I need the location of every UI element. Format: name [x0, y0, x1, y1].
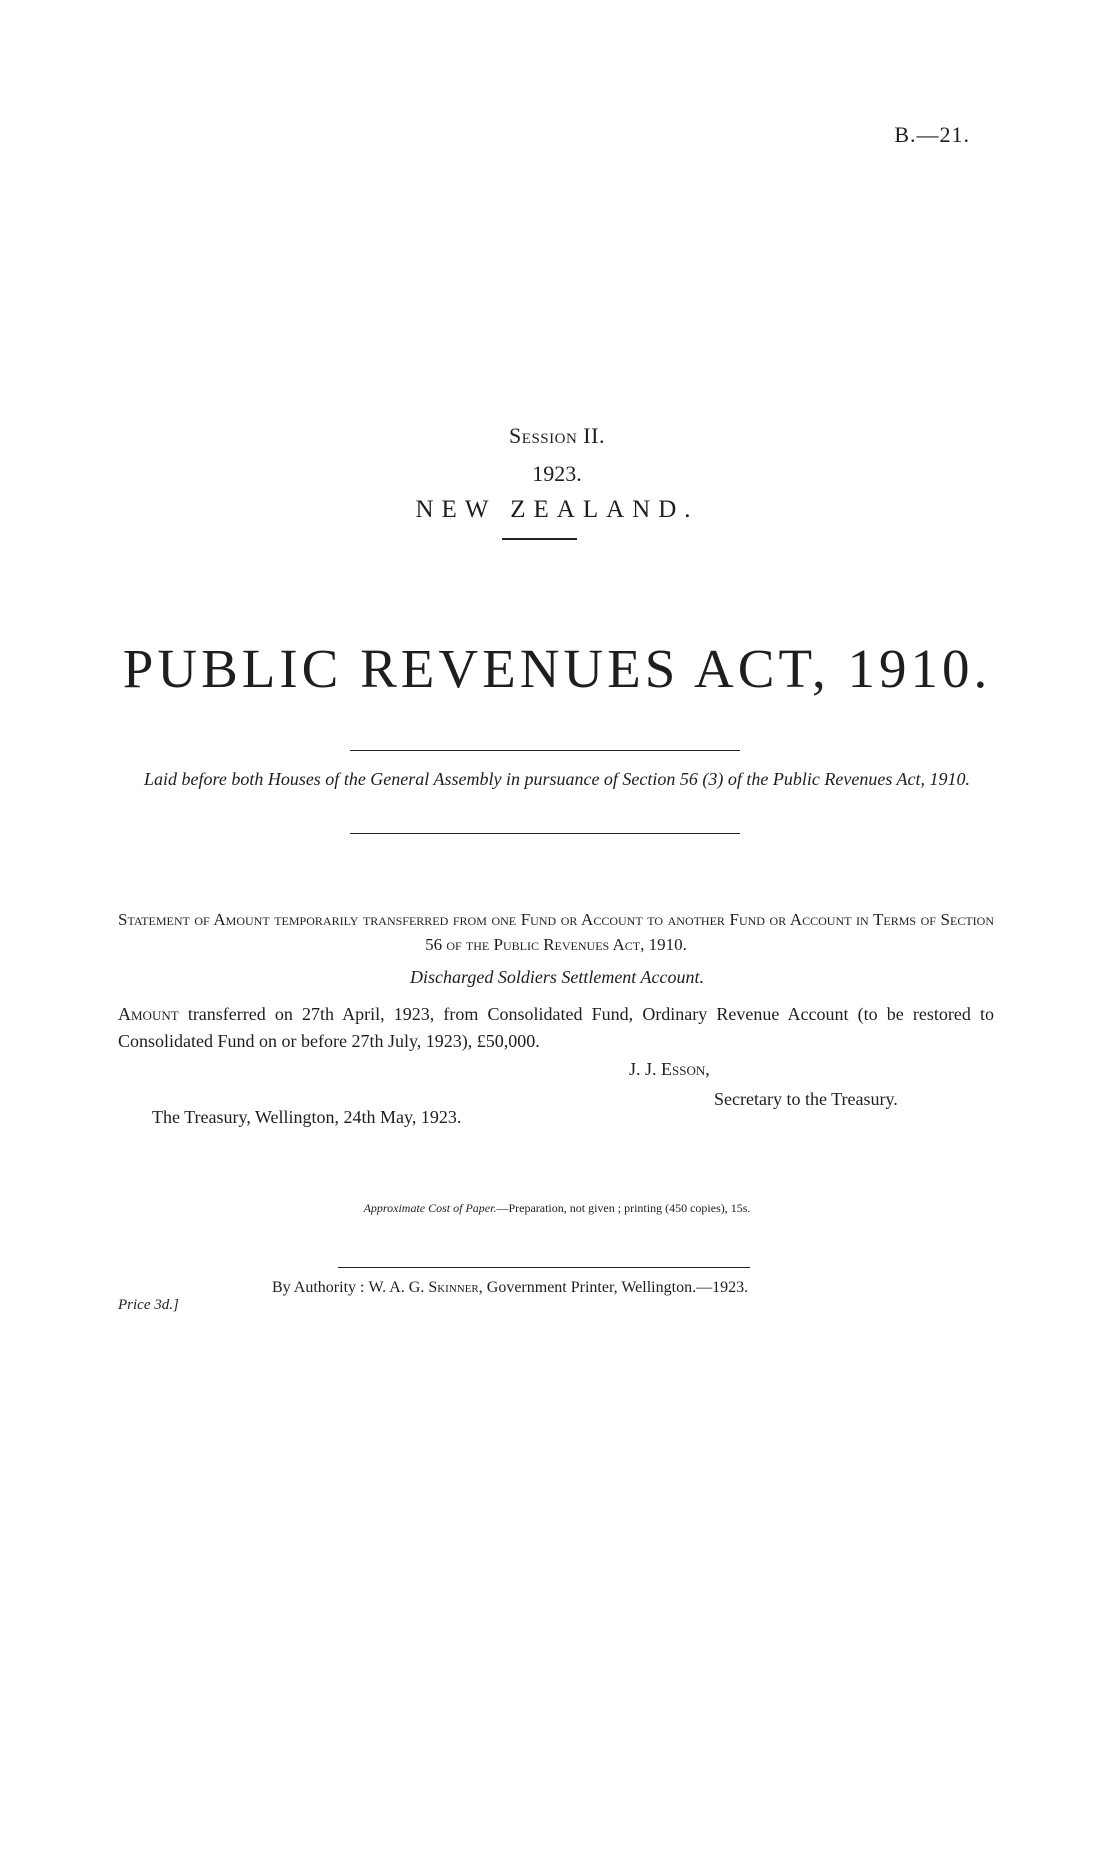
document-reference: B.—21. — [894, 122, 970, 147]
signatory-name-text: J. J. Esson, — [629, 1059, 710, 1079]
imprint-line — [272, 1279, 748, 1297]
account-name: Discharged Soldiers Settlement Account. — [410, 967, 704, 987]
divider-bottom — [350, 833, 740, 834]
divider-top — [350, 750, 740, 751]
price-label: Price 3d.] — [118, 1297, 179, 1313]
year-label: 1923. — [532, 461, 582, 486]
signatory-title: Secretary to the Treasury. — [714, 1089, 898, 1109]
short-rule — [502, 538, 577, 540]
cost-label: Approximate Cost of Paper. — [363, 1201, 497, 1215]
laid-before-note: Laid before both Houses of the General Assembly in pursuance of Section 56 (3) of the Public Revenues Act, 1910. — [143, 769, 970, 789]
imprint-printer: W. A. G. Skinner, — [368, 1279, 483, 1296]
body-lead: Amount — [118, 1004, 179, 1024]
cost-text: —Preparation, not given ; printing (450 copies), 15s. — [496, 1201, 751, 1215]
country-label: NEW ZEALAND. — [415, 496, 699, 523]
imprint-suffix: Government Printer, Wellington.—1923. — [486, 1279, 749, 1296]
session-label: Session II. — [509, 423, 605, 448]
imprint-rule — [338, 1267, 750, 1268]
act-title: PUBLIC REVENUES ACT, 1910. — [122, 638, 992, 699]
body-text: transferred on 27th April, 1923, from Consolidated Fund, Ordinary Revenue Account (to be restored to Consolidated Fund on or before 27th July, 1923), £50,000. — [118, 1004, 995, 1051]
statement-body — [118, 1001, 994, 1055]
signatory-name — [629, 1059, 710, 1080]
imprint-prefix: By Authority : — [272, 1279, 365, 1296]
place-date: The Treasury, Wellington, 24th May, 1923. — [152, 1107, 462, 1127]
cost-note — [0, 1201, 1114, 1216]
statement-heading: Statement of Amount temporarily transferred from one Fund or Account to another Fund or Account in Terms of Section 56 of the Public Revenues Act, 1910. — [118, 910, 994, 954]
